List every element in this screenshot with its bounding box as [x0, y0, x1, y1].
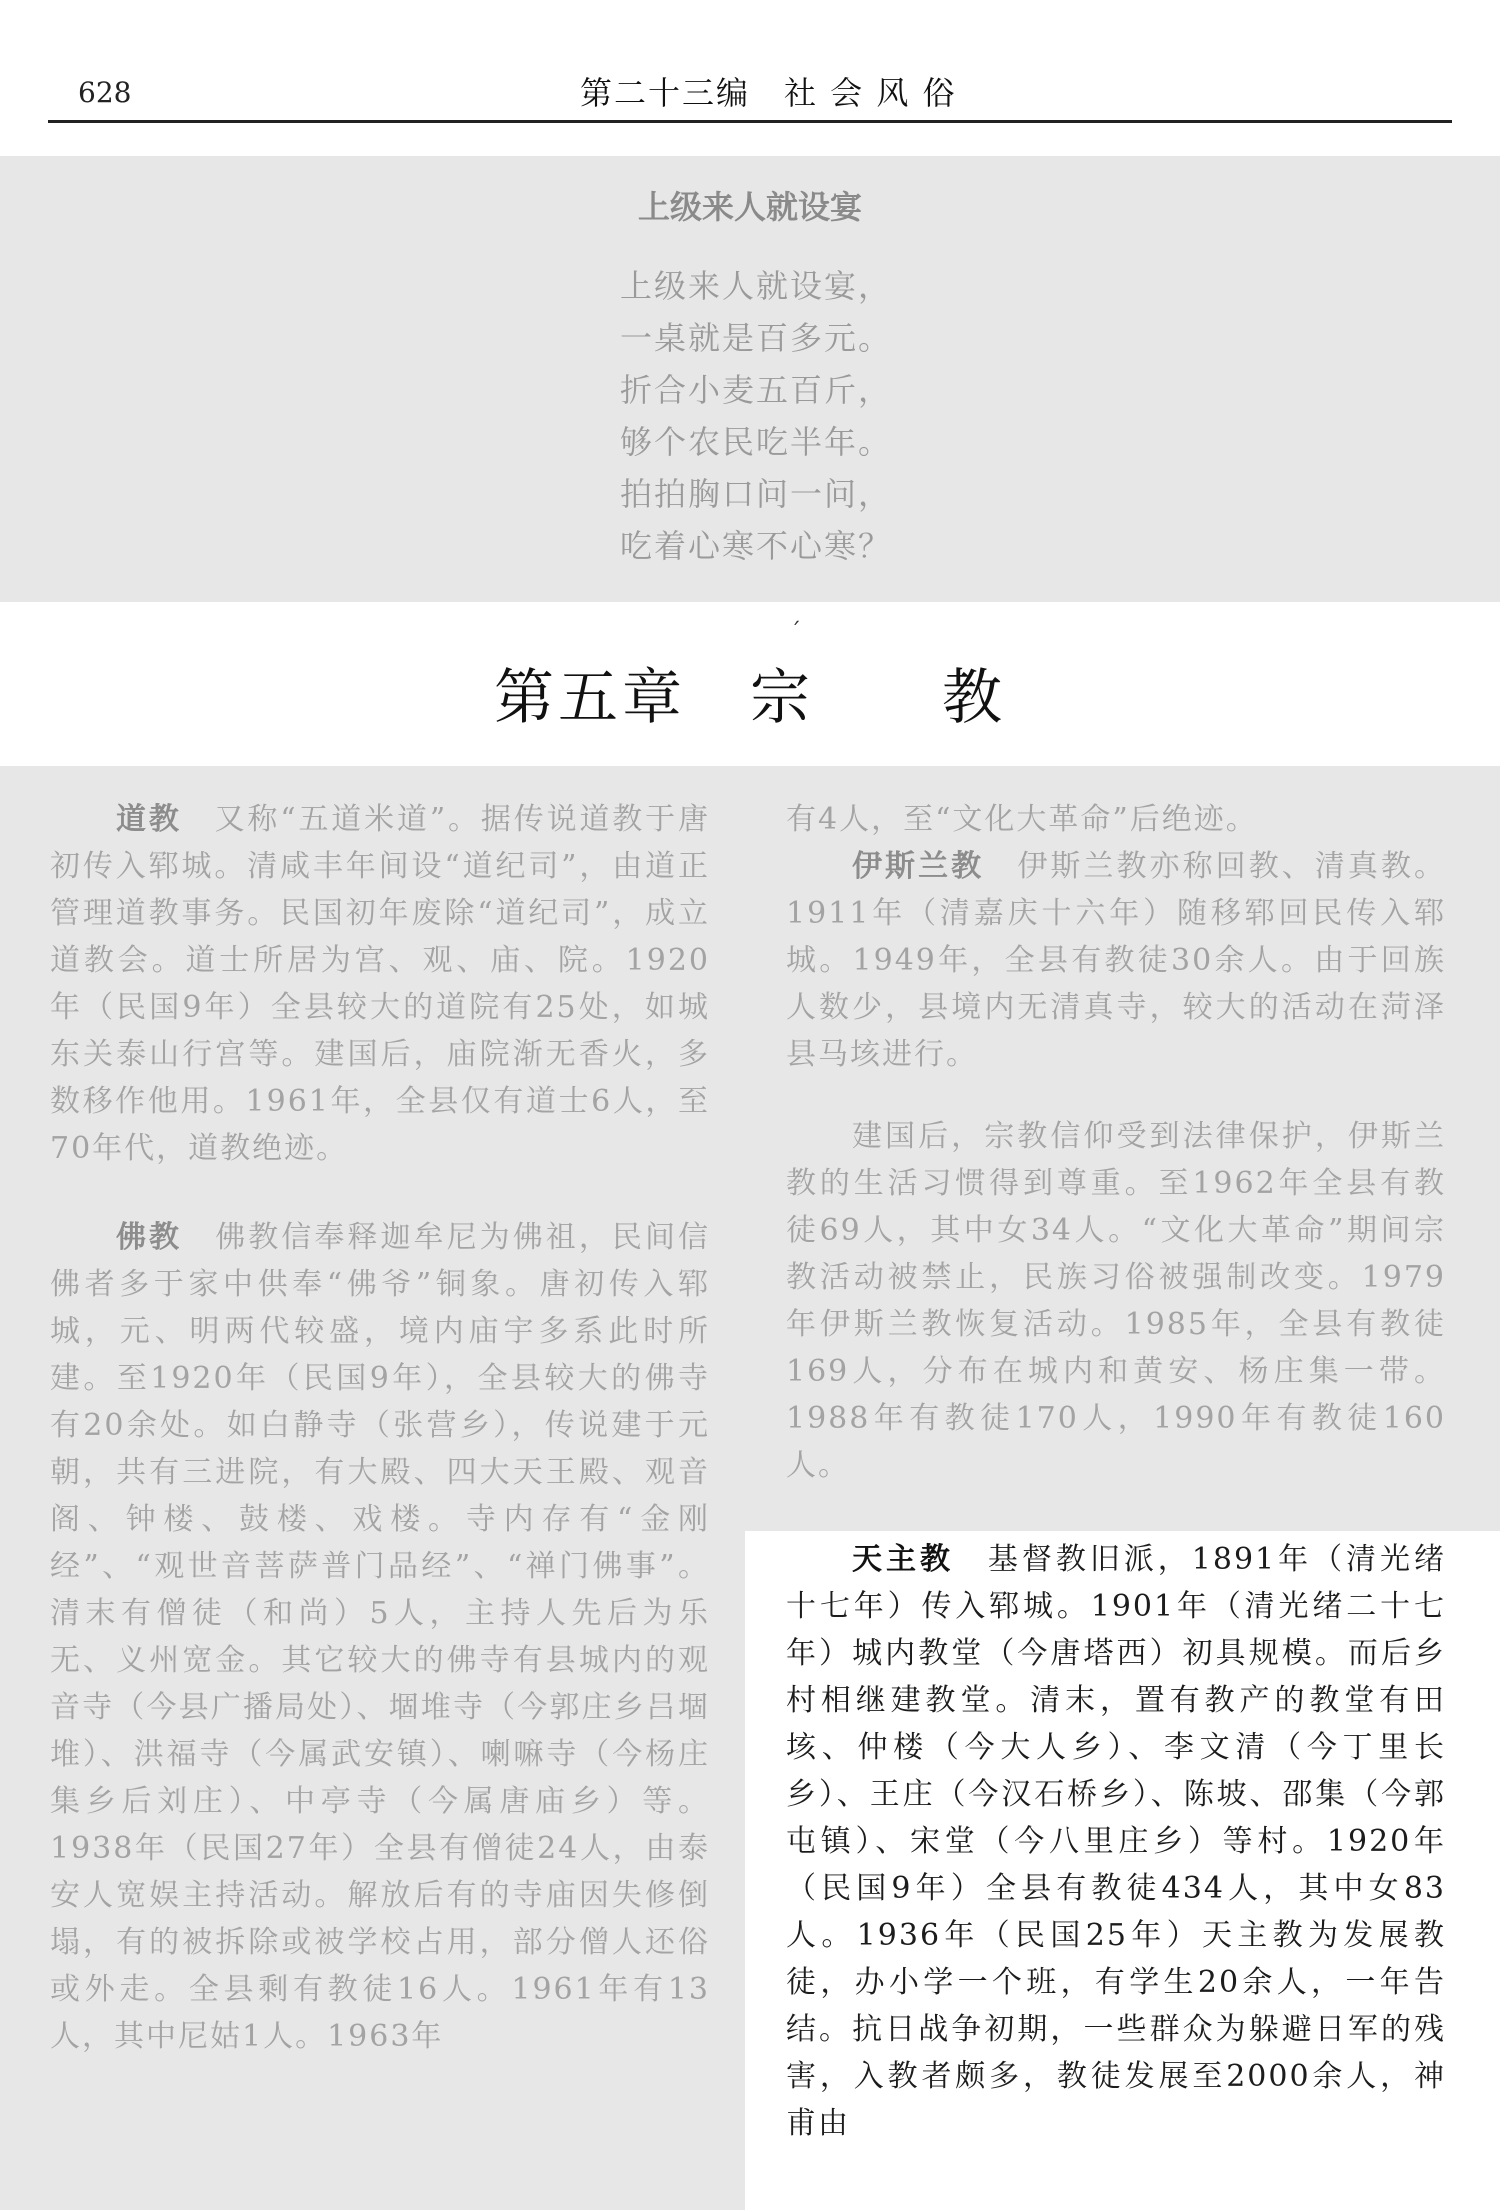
section-islam-2 — [786, 1113, 1446, 1489]
poem-line: 上级来人就设宴， — [620, 267, 893, 305]
poem-box — [0, 156, 1500, 602]
buddhism-cont-text: 有4人，至“文化大革命”后绝迹。 — [786, 802, 1258, 837]
poem-title: 上级来人就设宴 — [637, 188, 862, 226]
chapter-title: 第五章 宗 教 — [494, 663, 1006, 733]
islam-2-text: 建国后，宗教信仰受到法律保护，伊斯兰教的生活习惯得到尊重。至1962年全县有教徒69人，其中女34人。“文化大革命”期间宗教活动被禁止，民族习俗被强制改变。1979年伊斯兰教恢复活动。1985年，全县有教徒169人，分布在城内和黄安、杨庄集一带。1988年有教徒170人，1990年有教徒160人。 — [786, 1119, 1446, 1483]
section-daoism — [50, 796, 710, 1172]
poem-line: 吃着心寒不心寒？ — [620, 527, 893, 565]
catholic-text: 基督教旧派，1891年（清光绪十七年）传入郓城。1901年（清光绪二十七年）城内教堂（今唐塔西）初具规模。而后乡村相继建教堂。清末，置有教产的教堂有田垓、仲楼（今大人乡）、李文清（今丁里长乡）、王庄（今汉石桥乡）、陈坡、邵集（今郭屯镇）、宋堂（今八里庄乡）等村。1920年（民国9年）全县有教徒434人，其中女83人。1936年（民国25年）天主教为发展教徒，办小学一个班，有学生20余人，一年告结。抗日战争初期，一些群众为躲避日军的残害，入教者颇多，教徒发展至2000余人，神甫由 — [786, 1542, 1447, 2141]
term-islam: 伊斯兰教 — [852, 849, 985, 884]
section-islam — [786, 843, 1446, 1078]
daoism-text: 又称“五道米道”。据传说道教于唐初传入郓城。清咸丰年间设“道纪司”，由道正管理道教事务。民国初年废除“道纪司”，成立道教会。道士所居为宫、观、庙、院。1920年（民国9年）全县较大的道院有25处，如城东关泰山行宫等。建国后，庙院渐无香火，多数移作他用。1961年，全县仅有道士6人，至70年代，道教绝迹。 — [50, 802, 710, 1166]
islam-text: 伊斯兰教亦称回教、清真教。1911年（清嘉庆十六年）随移郓回民传入郓城。1949年，全县有教徒30余人。由于回族人数少，县境内无清真寺，较大的活动在菏泽县马垓进行。 — [786, 849, 1447, 1072]
buddhism-text: 佛教信奉释迦牟尼为佛祖，民间信佛者多于家中供奉“佛爷”铜象。唐初传入郓城，元、明两代较盛，境内庙宇多系此时所建。至1920年（民国9年），全县较大的佛寺有20余处。如白静寺（张营乡），传说建于元朝，共有三进院，有大殿、四大天王殿、观音阁、钟楼、鼓楼、戏楼。寺内存有“金刚经”、“观世音菩萨普门品经”、“禅门佛事”。清末有僧徒（和尚）5人，主持人先后为乐无、义州宽金。其它较大的佛寺有县城内的观音寺（今县广播局处）、堌堆寺（今郭庄乡吕堌堆）、洪福寺（今属武安镇）、喇嘛寺（今杨庄集乡后刘庄）、中亭寺（今属唐庙乡）等。1938年（民国27年）全县有僧徒24人，由泰安人宽娱主持活动。解放后有的寺庙因失修倒塌，有的被拆除或被学校占用，部分僧人还俗或外走。全县剩有教徒16人。1961年有13人，其中尼姑1人。1963年 — [50, 1220, 711, 2054]
header-rule — [48, 120, 1452, 123]
page-header — [0, 0, 1500, 156]
poem-line: 拍拍胸口问一问， — [620, 475, 893, 513]
term-daoism: 道教 — [116, 802, 182, 837]
poem-line: 一桌就是百多元。 — [620, 319, 893, 357]
stray-mark: ˊ — [790, 620, 801, 645]
section-catholic — [786, 1536, 1446, 2147]
running-title: 第二十三编 社 会 风 俗 — [580, 74, 957, 112]
poem-lines — [620, 260, 892, 572]
page-number: 628 — [78, 76, 132, 109]
term-buddhism: 佛教 — [116, 1220, 183, 1255]
poem-line: 够个农民吃半年。 — [620, 423, 893, 461]
section-buddhism — [50, 1214, 710, 2060]
buddhism-continuation — [786, 796, 1446, 843]
poem-line: 折合小麦五百斤， — [620, 371, 893, 409]
term-catholic: 天主教 — [852, 1542, 954, 1577]
